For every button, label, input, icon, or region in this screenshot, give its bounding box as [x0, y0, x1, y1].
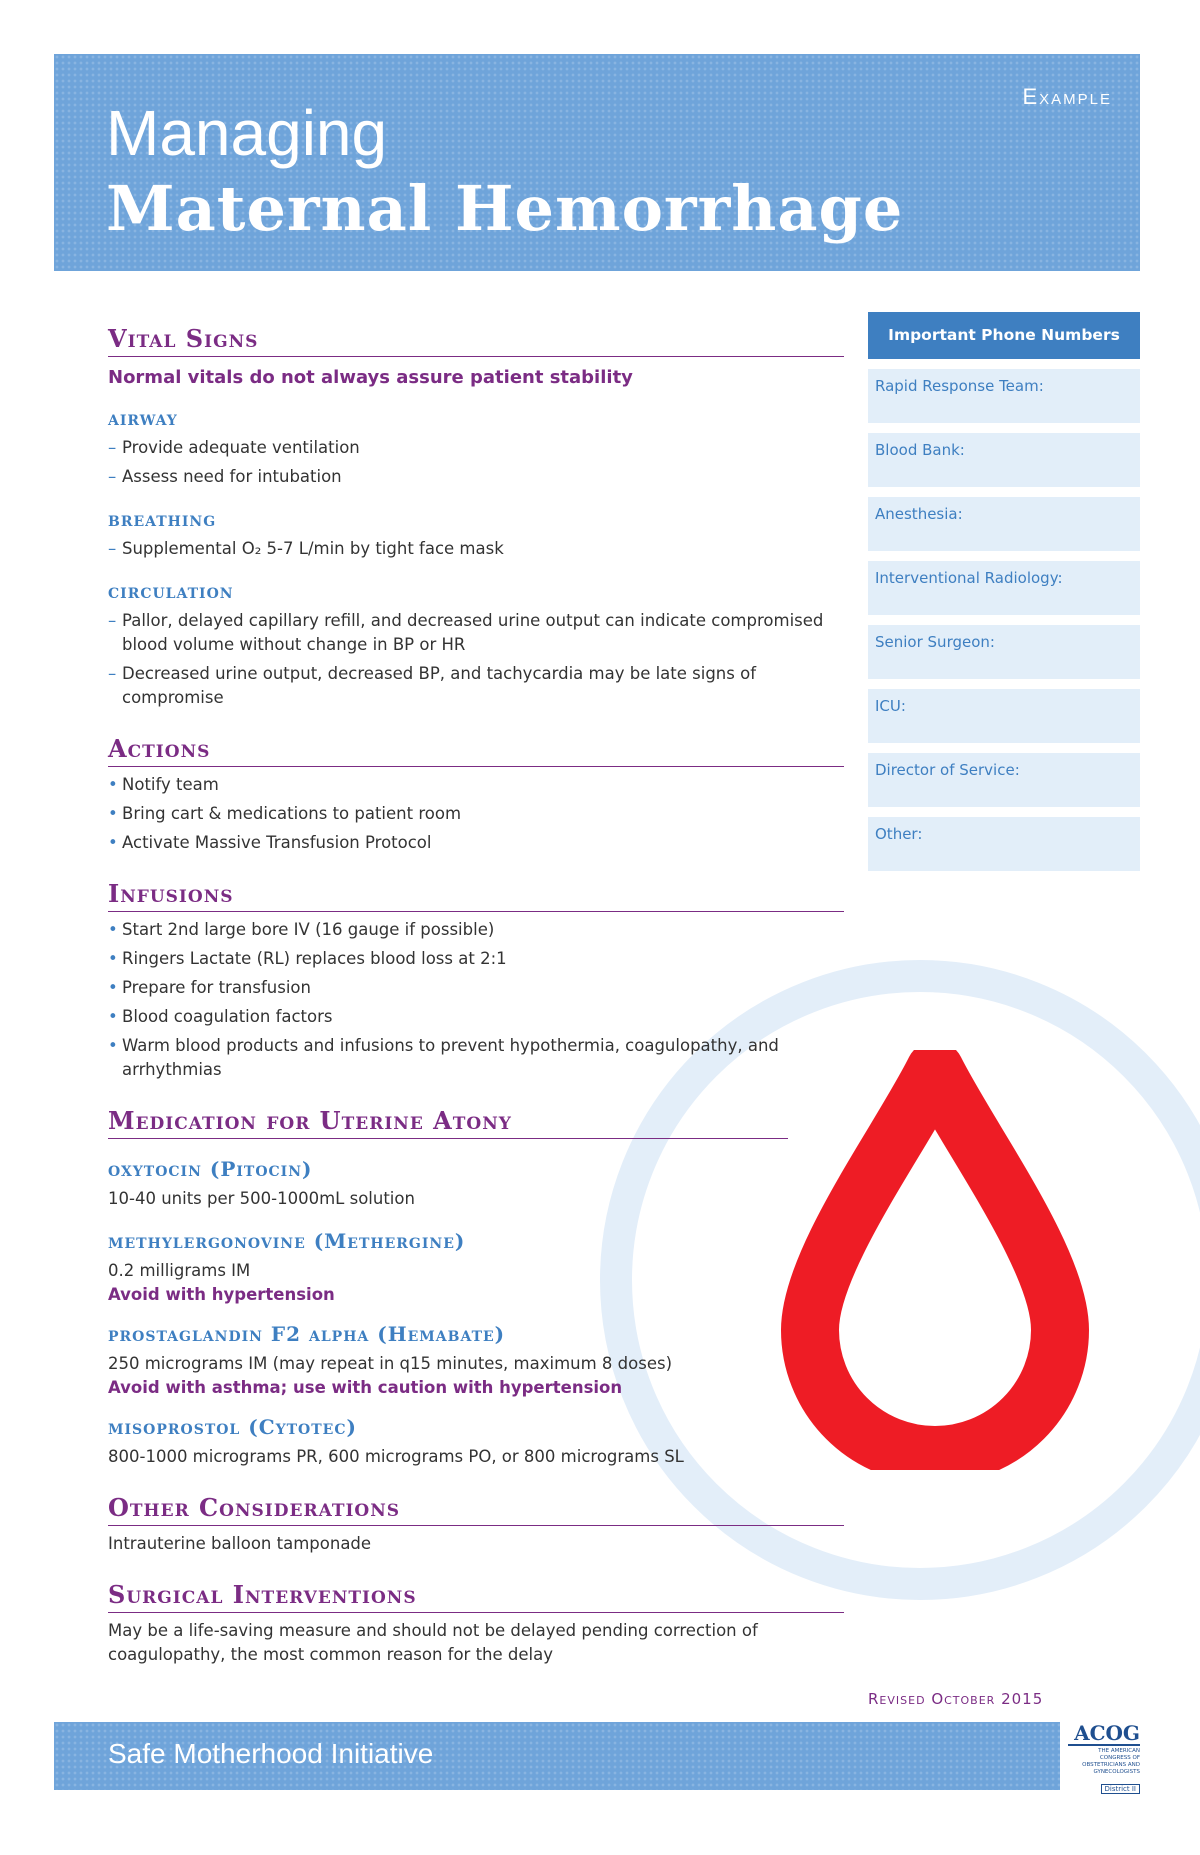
vital-signs-section: [108, 324, 844, 710]
list-item: • Blood coagulation factors: [108, 1005, 844, 1029]
vital-signs-note: Normal vitals do not always assure patient stability: [108, 367, 633, 388]
footer-banner: [54, 1722, 1060, 1790]
infusions-heading: Infusions: [108, 879, 844, 912]
drug-dose: 0.2 milligrams IM: [108, 1261, 251, 1280]
breathing-list: [108, 537, 844, 561]
list-item: • Ringers Lactate (RL) replaces blood loss at 2:1: [108, 947, 844, 971]
phone-row[interactable]: Blood Bank:: [868, 433, 1140, 487]
circulation-list: [108, 609, 844, 710]
list-item: – Assess need for intubation: [108, 465, 844, 489]
phone-row[interactable]: Director of Service:: [868, 753, 1140, 807]
list-item: – Provide adequate ventilation: [108, 436, 844, 460]
page-title: Maternal Hemorrhage: [106, 172, 904, 245]
other-text: Intrauterine balloon tamponade: [108, 1534, 372, 1553]
other-heading: Other Considerations: [108, 1493, 844, 1526]
logo-district: District II: [1101, 1784, 1141, 1794]
infusions-section: [108, 879, 844, 1082]
actions-list: [108, 773, 844, 855]
breathing-heading: breathing: [108, 507, 217, 531]
list-item: – Pallor, delayed capillary refill, and decreased urine output can indicate compromised blood volume without change in BP or HR: [108, 609, 844, 657]
phone-row[interactable]: Anesthesia:: [868, 497, 1140, 551]
drug-dose: 800-1000 micrograms PR, 600 micrograms PO, or 800 micrograms SL: [108, 1447, 684, 1466]
actions-heading: Actions: [108, 734, 844, 767]
other-considerations-section: [108, 1493, 844, 1556]
drug-name: oxytocin (Pitocin): [108, 1157, 313, 1181]
footer-text: Safe Motherhood Initiative: [108, 1738, 434, 1769]
logo-subtitle: THE AMERICAN CONGRESS OF OBSTETRICIANS AND GYNECOLOGISTS: [1082, 1748, 1140, 1775]
medication-section: [108, 1106, 788, 1469]
list-item: • Activate Massive Transfusion Protocol: [108, 831, 844, 855]
drug-name: methylergonovine (Methergine): [108, 1229, 466, 1253]
drug-warning: Avoid with hypertension: [108, 1285, 335, 1304]
actions-section: [108, 734, 844, 855]
airway-list: [108, 436, 844, 489]
infusions-list: [108, 918, 844, 1082]
drug-dose: 250 micrograms IM (may repeat in q15 minutes, maximum 8 doses): [108, 1354, 673, 1373]
title-line-1: Managing: [106, 97, 388, 169]
vital-signs-heading: Vital Signs: [108, 324, 844, 357]
acog-logo: [1068, 1721, 1140, 1793]
list-item: – Decreased urine output, decreased BP, and tachycardia may be late signs of compromise: [108, 662, 844, 710]
list-item: • Notify team: [108, 773, 844, 797]
list-item: • Start 2nd large bore IV (16 gauge if possible): [108, 918, 844, 942]
list-item: – Supplemental O₂ 5-7 L/min by tight face mask: [108, 537, 844, 561]
list-item: • Warm blood products and infusions to prevent hypothermia, coagulopathy, and arrhythmias: [108, 1034, 844, 1082]
airway-heading: airway: [108, 406, 178, 430]
phone-numbers-panel: [868, 312, 1140, 871]
drug-name: misoprostol (Cytotec): [108, 1415, 357, 1439]
surgical-text: May be a life-saving measure and should not be delayed pending correction of coagulopathy, the most common reason for the delay: [108, 1621, 758, 1664]
main-content: [108, 324, 844, 1667]
example-label: Example: [1022, 84, 1112, 109]
list-item: • Prepare for transfusion: [108, 976, 844, 1000]
circulation-heading: circulation: [108, 579, 234, 603]
phone-row[interactable]: ICU:: [868, 689, 1140, 743]
logo-name: ACOG: [1068, 1722, 1140, 1746]
list-item: • Bring cart & medications to patient room: [108, 802, 844, 826]
medication-heading: Medication for Uterine Atony: [108, 1106, 788, 1139]
phone-numbers-heading: Important Phone Numbers: [868, 312, 1140, 359]
drug-name: prostaglandin F2 alpha (Hemabate): [108, 1322, 506, 1346]
drug-dose: 10-40 units per 500-1000mL solution: [108, 1189, 415, 1208]
phone-row[interactable]: Interventional Radiology:: [868, 561, 1140, 615]
drug-warning: Avoid with asthma; use with caution with hypertension: [108, 1378, 623, 1397]
phone-row[interactable]: Other:: [868, 817, 1140, 871]
phone-row[interactable]: Rapid Response Team:: [868, 369, 1140, 423]
revised-date: Revised October 2015: [868, 1690, 1044, 1708]
surgical-heading: Surgical Interventions: [108, 1580, 844, 1613]
header-banner: [54, 54, 1140, 271]
phone-row[interactable]: Senior Surgeon:: [868, 625, 1140, 679]
surgical-section: [108, 1580, 844, 1667]
